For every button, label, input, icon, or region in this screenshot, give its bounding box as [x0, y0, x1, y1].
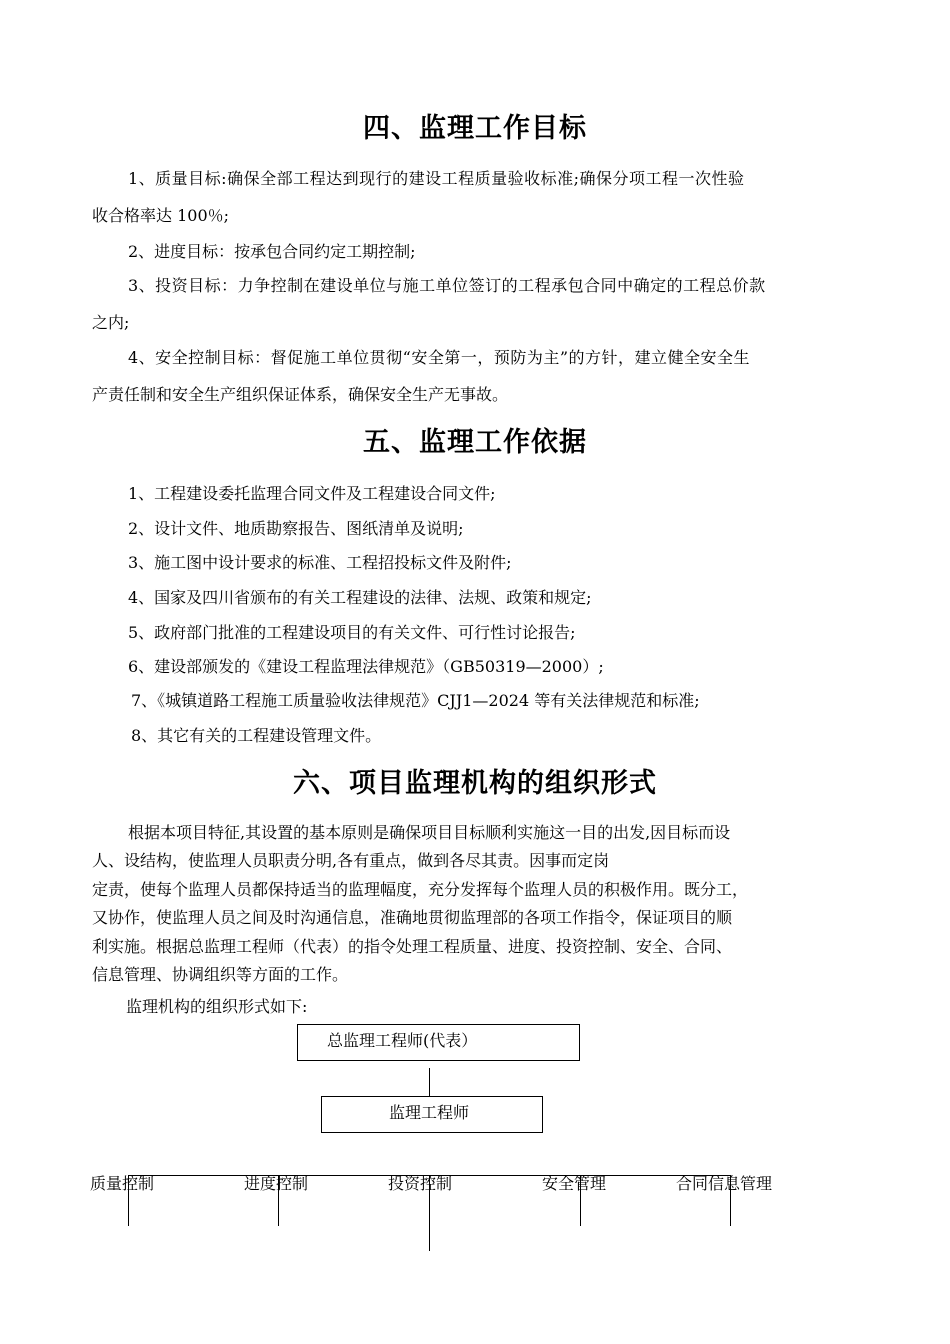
- org-chart-intro: 监理机构的组织形式如下:: [126, 997, 308, 1016]
- role-schedule-control: 进度控制: [244, 1174, 309, 1193]
- goal-safety-line1: 4、安全控制目标：督促施工单位贯彻“安全第一，预防为主”的方针，建立健全安全生: [128, 348, 751, 367]
- section5-title: 五、监理工作依据: [363, 427, 587, 458]
- org-paragraph-line: 利实施。根据总监理工程师（代表）的指令处理工程质量、进度、投资控制、安全、合同、: [92, 937, 733, 956]
- basis-item: 5、政府部门批准的工程建设项目的有关文件、可行性讨论报告;: [128, 623, 576, 642]
- basis-item: 1、工程建设委托监理合同文件及工程建设合同文件;: [128, 484, 496, 503]
- basis-item: 4、国家及四川省颁布的有关工程建设的法律、法规、政策和规定;: [128, 588, 592, 607]
- goal-safety-line2: 产责任制和安全生产组织保证体系，确保安全生产无事故。: [92, 385, 509, 404]
- basis-item: 3、施工图中设计要求的标准、工程招投标文件及附件;: [128, 553, 512, 572]
- supervisor-engineer-label: 监理工程师: [389, 1103, 470, 1122]
- section4-title: 四、监理工作目标: [363, 113, 587, 144]
- role-safety-management: 安全管理: [542, 1174, 607, 1193]
- goal-investment-line1: 3、投资目标：力争控制在建设单位与施工单位签订的工程承包合同中确定的工程总价款: [128, 276, 766, 295]
- goal-investment-line2: 之内;: [92, 313, 130, 332]
- goal-quality-line2: 收合格率达 100％;: [92, 206, 230, 225]
- role-quality-control: 质量控制: [90, 1174, 155, 1193]
- org-paragraph-line: 信息管理、协调组织等方面的工作。: [92, 965, 349, 984]
- chief-supervisor-label: 总监理工程师(代表）: [327, 1031, 478, 1050]
- org-paragraph-line: 定责，使每个监理人员都保持适当的监理幅度，充分发挥每个监理人员的积极作用。既分工，: [92, 880, 749, 899]
- basis-item: 8、其它有关的工程建设管理文件。: [131, 726, 382, 745]
- connector-line: [429, 1068, 430, 1096]
- basis-item: 6、建设部颁发的《建设工程监理法律规范》（GB50319—2000）;: [128, 657, 604, 676]
- section6-title: 六、项目监理机构的组织形式: [293, 768, 657, 799]
- org-paragraph-line: 根据本项目特征,其设置的基本原则是确保项目目标顺利实施这一目的出发,因目标而设: [128, 823, 731, 842]
- role-investment-control: 投资控制: [388, 1174, 453, 1193]
- org-paragraph-line: 人、设结构，使监理人员职责分明,各有重点，做到各尽其责。因事而定岗: [92, 851, 610, 870]
- goal-quality-line1: 1、质量目标:确保全部工程达到现行的建设工程质量验收标准;确保分项工程一次性验: [128, 169, 745, 188]
- goal-schedule: 2、进度目标：按承包合同约定工期控制;: [128, 242, 416, 261]
- role-contract-info-management: 合同信息管理: [676, 1174, 773, 1193]
- basis-item: 2、设计文件、地质勘察报告、图纸清单及说明;: [128, 519, 464, 538]
- org-paragraph-line: 又协作，使监理人员之间及时沟通信息，准确地贯彻监理部的各项工作指令，保证项目的顺: [92, 908, 733, 927]
- basis-item: 7、《城镇道路工程施工质量验收法律规范》CJJ1—2024 等有关法律规范和标准;: [131, 691, 700, 710]
